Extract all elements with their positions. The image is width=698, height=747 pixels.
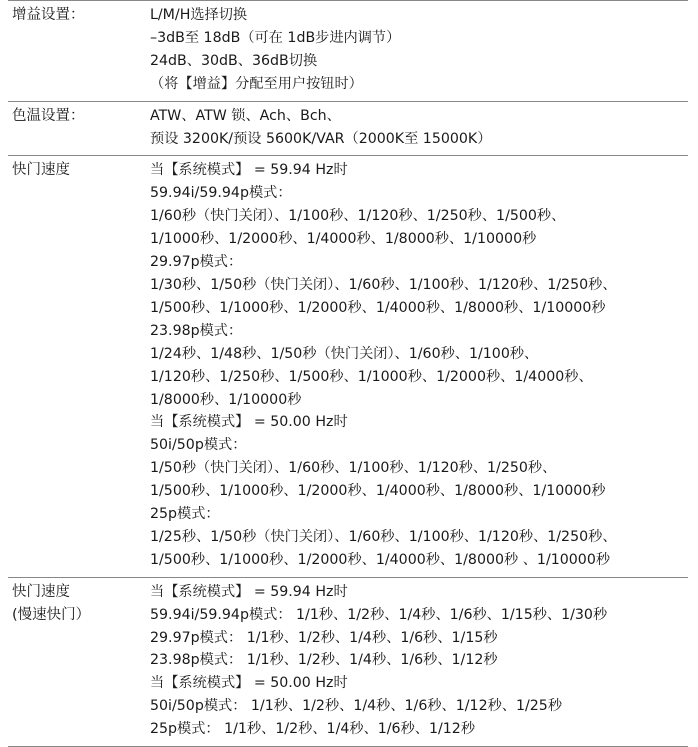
spec-line: 29.97p模式： (150, 254, 243, 271)
row-content (150, 578, 688, 746)
row-content (150, 102, 688, 156)
row-content (150, 1, 688, 101)
spec-line: 1/25秒、1/50秒（快门关闭）、1/60秒、1/100秒、1/120秒、1/250秒、 (150, 528, 617, 545)
spec-line: 23.98p模式： (150, 322, 243, 339)
spec-line: 25p模式： (150, 506, 220, 523)
row-label: 增益设置： (12, 7, 85, 23)
row-label: 快门速度 (慢速快门） (12, 583, 91, 623)
spec-line: 50i/50p模式： (150, 437, 247, 454)
spec-line: （将【增益】分配至用户按钮时） (150, 75, 363, 92)
spec-line: 1/24秒、1/48秒、1/50秒（快门关闭）、1/60秒、1/100秒、 (150, 345, 539, 362)
spec-line: 1/60秒（快门关闭）、1/100秒、1/120秒、1/250秒、1/500秒、 (150, 208, 566, 225)
spec-line: 24dB、30dB、36dB切换 (150, 52, 318, 69)
spec-line: 1/8000秒、1/10000秒 (150, 391, 302, 408)
spec-line: 25p模式： 1/1秒、1/2秒、1/4秒、1/6秒、1/12秒 (150, 721, 476, 738)
spec-line: 1/120秒、1/250秒、1/500秒、1/1000秒、1/2000秒、1/4000秒、 (150, 368, 593, 385)
spec-line: –3dB至 18dB（可在 1dB步进内调节） (150, 29, 401, 46)
row-content (150, 156, 688, 576)
spec-line: 1/30秒、1/50秒（快门关闭）、1/60秒、1/100秒、1/120秒、1/250秒、 (150, 276, 617, 293)
row-label: 快门速度 (12, 162, 70, 179)
spec-line: 59.94i/59.94p模式： 1/1秒、1/2秒、1/4秒、1/6秒、1/15秒、1/30秒 (150, 606, 608, 623)
spec-line: 50i/50p模式： 1/1秒、1/2秒、1/4秒、1/6秒、1/12秒、1/25秒 (150, 698, 563, 715)
spec-line: 1/500秒、1/1000秒、1/2000秒、1/4000秒、1/8000秒 、1/10000秒 (150, 551, 611, 568)
shutter-speed-row (8, 156, 688, 577)
spec-line: 当【系统模式】 = 59.94 Hz时 (150, 583, 348, 600)
spec-line: 1/500秒、1/1000秒、1/2000秒、1/4000秒、1/8000秒、1/10000秒 (150, 483, 606, 500)
row-label: 色温设置： (12, 107, 85, 124)
spec-line: 1/500秒、1/1000秒、1/2000秒、1/4000秒、1/8000秒、1/10000秒 (150, 299, 606, 316)
spec-line: 1/1000秒、1/2000秒、1/4000秒、1/8000秒、1/10000秒 (150, 231, 537, 248)
white-balance-row (8, 102, 688, 157)
spec-table (8, 0, 688, 747)
spec-line: 预设 3200K/预设 5600K/VAR（2000K至 15000K） (150, 130, 492, 147)
gain-settings-row (8, 0, 688, 102)
spec-line: 1/50秒（快门关闭）、1/60秒、1/100秒、1/120秒、1/250秒、 (150, 460, 557, 477)
spec-line: 29.97p模式： 1/1秒、1/2秒、1/4秒、1/6秒、1/15秒 (150, 629, 498, 646)
spec-line: 59.94i/59.94p模式： (150, 185, 292, 202)
spec-line: 当【系统模式】 = 50.00 Hz时 (150, 675, 348, 692)
spec-line: 当【系统模式】 = 59.94 Hz时 (150, 162, 348, 179)
spec-line: 当【系统模式】 = 50.00 Hz时 (150, 414, 348, 431)
spec-line: 23.98p模式： 1/1秒、1/2秒、1/4秒、1/6秒、1/12秒 (150, 652, 498, 669)
slow-shutter-row (8, 578, 688, 747)
spec-line: L/M/H选择切换 (150, 7, 248, 23)
spec-line: ATW、ATW 锁、Ach、Bch、 (150, 107, 341, 124)
